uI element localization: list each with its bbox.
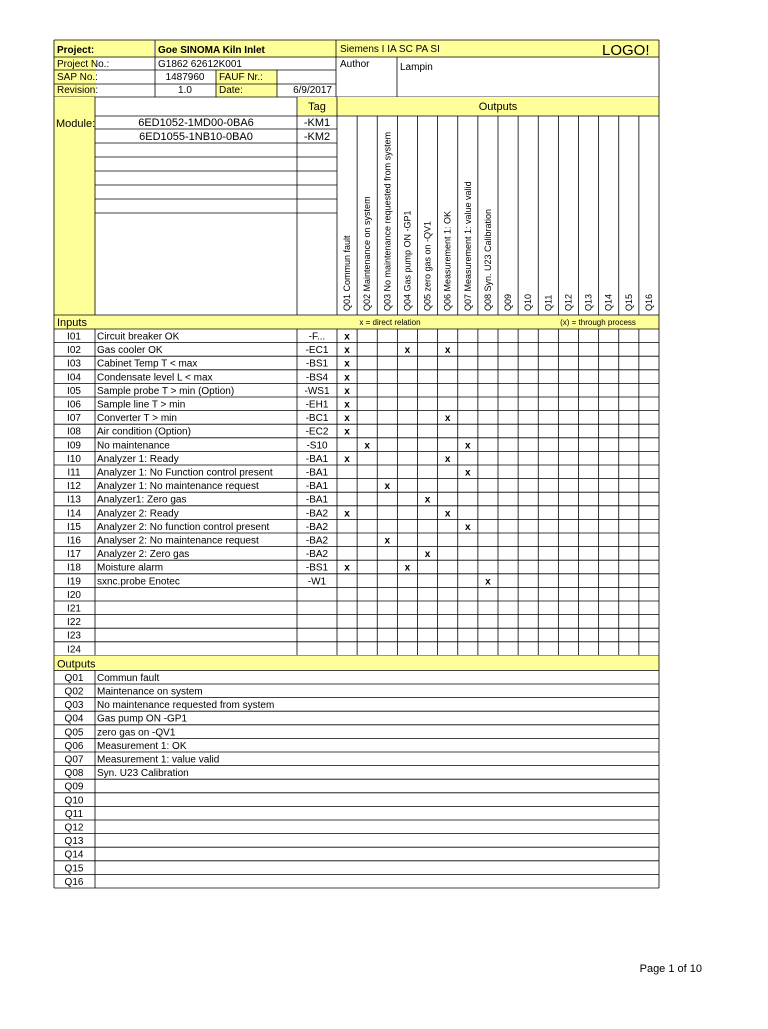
- input-id: I10: [67, 453, 81, 465]
- output-column-header: Q02 Maintenance on system: [362, 196, 373, 311]
- input-tag: -S10: [306, 440, 328, 452]
- legend-direct-relation: x = direct relation: [359, 318, 421, 327]
- relation-mark: x: [344, 562, 350, 574]
- module-label: Module:: [56, 118, 96, 130]
- input-description: Analyzer 1: No maintenance request: [97, 481, 259, 493]
- input-id: I08: [67, 426, 81, 438]
- input-description: sxnc.probe Enotec: [97, 576, 180, 588]
- sap-no-label: SAP No.:: [57, 72, 98, 83]
- revision-value: 1.0: [178, 85, 192, 96]
- output-column-header: Q07 Measurement 1: value valid: [462, 181, 473, 311]
- output-description: Measurement 1: OK: [97, 740, 187, 752]
- organization-name: Siemens I IA SC PA SI: [340, 44, 440, 55]
- input-description: No maintenance: [97, 440, 170, 452]
- output-id: Q15: [64, 863, 84, 875]
- input-tag: -BA2: [305, 535, 329, 547]
- author-name: Lampin: [400, 62, 433, 73]
- input-id: I03: [67, 358, 81, 370]
- input-id: I13: [67, 494, 81, 506]
- input-tag: -BC1: [305, 413, 329, 425]
- input-description: Cabinet Temp T < max: [97, 358, 198, 370]
- module-part-number: 6ED1055-1NB10-0BA0: [139, 131, 253, 143]
- output-id: Q04: [64, 713, 84, 725]
- output-id: Q12: [64, 822, 84, 834]
- output-id: Q02: [64, 686, 84, 698]
- module-part-number: 6ED1052-1MD00-0BA6: [138, 117, 254, 129]
- output-id: Q11: [64, 808, 84, 820]
- output-id: Q07: [64, 754, 84, 766]
- input-tag: -BA2: [305, 549, 329, 561]
- output-id: Q14: [64, 849, 84, 861]
- relation-mark: x: [384, 481, 391, 493]
- relation-mark: x: [404, 345, 411, 357]
- legend-through-process: (x) = through process: [560, 318, 636, 327]
- output-column-header: Q08 Syn. U23 Calibration: [482, 208, 493, 311]
- project-no-label: Project No.:: [57, 59, 110, 70]
- input-description: Sample line T > min: [97, 399, 186, 411]
- output-column-header: Q16: [643, 293, 654, 311]
- relation-mark: x: [444, 345, 451, 357]
- output-id: Q16: [64, 876, 84, 888]
- output-column-header: Q10: [523, 293, 534, 311]
- output-column-header: Q09: [503, 293, 514, 311]
- input-tag: -BA1: [305, 453, 329, 465]
- input-tag: -BA2: [305, 521, 329, 533]
- input-description: Analyzer 1: No Function control present: [97, 467, 273, 479]
- project-name: Goe SINOMA Kiln Inlet: [158, 45, 265, 56]
- input-description: Analyser 2: No maintenance request: [97, 535, 259, 547]
- output-id: Q01: [64, 672, 84, 684]
- input-tag: -EH1: [305, 399, 329, 411]
- relation-mark: x: [344, 358, 350, 370]
- input-tag: -BA1: [305, 467, 329, 479]
- revision-label: Revision:: [57, 85, 99, 96]
- input-id: I15: [67, 521, 81, 533]
- relation-mark: x: [485, 576, 491, 588]
- input-tag: -W1: [307, 576, 327, 588]
- inputs-section-title: Inputs: [57, 317, 87, 329]
- input-id: I11: [67, 467, 81, 479]
- logo: LOGO!: [602, 42, 650, 59]
- project-label: Project:: [57, 45, 95, 56]
- relation-mark: x: [444, 453, 451, 465]
- input-id: I18: [67, 562, 81, 574]
- input-description: Analyzer1: Zero gas: [97, 494, 187, 506]
- output-id: Q08: [64, 768, 84, 780]
- input-description: Condensate level L < max: [97, 372, 213, 384]
- relation-mark: x: [424, 549, 431, 561]
- input-description: Gas cooler OK: [97, 345, 163, 357]
- output-column-header: Q12: [563, 293, 574, 311]
- input-id: I12: [67, 481, 81, 493]
- relation-mark: x: [344, 372, 350, 384]
- output-description: No maintenance requested from system: [97, 700, 275, 712]
- input-id: I04: [67, 372, 81, 384]
- relation-mark: x: [344, 508, 350, 520]
- author-label: Author: [340, 59, 370, 70]
- input-id: I23: [67, 630, 81, 642]
- input-id: I17: [67, 549, 81, 561]
- input-description: Moisture alarm: [97, 562, 164, 574]
- input-description: Converter T > min: [97, 413, 177, 425]
- input-description: Air condition (Option): [97, 426, 191, 438]
- input-tag: -EC2: [305, 426, 329, 438]
- relation-mark: x: [465, 521, 471, 533]
- input-tag: -BS1: [305, 562, 329, 574]
- sap-no-value: 1487960: [165, 72, 205, 83]
- input-id: I01: [67, 331, 81, 343]
- output-id: Q05: [64, 727, 84, 739]
- output-id: Q09: [64, 781, 84, 793]
- relation-mark: x: [404, 562, 411, 574]
- relation-mark: x: [344, 345, 350, 357]
- output-column-header: Q03 No maintenance requested from system: [382, 131, 393, 311]
- module-tag: -KM1: [303, 117, 331, 129]
- output-column-header: Q15: [623, 293, 634, 311]
- output-description: Maintenance on system: [97, 686, 203, 698]
- input-description: Sample probe T > min (Option): [97, 385, 235, 397]
- relation-mark: x: [465, 440, 471, 452]
- output-column-header: Q01 Commun fault: [342, 235, 353, 311]
- output-id: Q03: [64, 700, 84, 712]
- relation-mark: x: [344, 331, 350, 343]
- project-no-value: G1862 62612K001: [158, 59, 242, 70]
- input-tag: -BA2: [305, 508, 329, 520]
- input-description: Analyzer 1: Ready: [97, 453, 179, 465]
- relation-mark: x: [384, 535, 391, 547]
- module-tag: -KM2: [303, 131, 331, 143]
- input-tag: -EC1: [305, 345, 329, 357]
- relation-mark: x: [424, 494, 431, 506]
- date-value: 6/9/2017: [293, 85, 332, 96]
- input-description: Circuit breaker OK: [97, 331, 180, 343]
- input-tag: -F...: [308, 331, 326, 343]
- output-description: Gas pump ON -GP1: [97, 713, 188, 725]
- output-column-header: Q14: [603, 293, 614, 311]
- input-id: I05: [67, 385, 81, 397]
- outputs-header: Outputs: [478, 101, 518, 113]
- input-id: I14: [67, 508, 81, 520]
- input-tag: -WS1: [304, 385, 330, 397]
- output-column-header: Q05 zero gas on -QV1: [422, 220, 433, 311]
- output-description: zero gas on -QV1: [97, 727, 176, 739]
- page-number: Page 1 of 10: [639, 963, 702, 975]
- input-id: I07: [67, 413, 81, 425]
- input-id: I20: [67, 589, 81, 601]
- relation-mark: x: [344, 453, 350, 465]
- input-id: I24: [67, 644, 81, 656]
- input-description: Analyzer 2: No function control present: [97, 521, 270, 533]
- relation-mark: x: [444, 413, 451, 425]
- output-column-header: Q11: [543, 294, 554, 311]
- input-id: I22: [67, 617, 81, 629]
- output-id: Q06: [64, 740, 84, 752]
- output-id: Q10: [64, 795, 84, 807]
- date-label: Date:: [219, 85, 243, 96]
- relation-mark: x: [344, 399, 350, 411]
- outputs-title-bar: [54, 655, 659, 670]
- input-tag: -BA1: [305, 481, 329, 493]
- input-id: I16: [67, 535, 81, 547]
- input-id: I06: [67, 399, 81, 411]
- input-id: I19: [67, 576, 81, 588]
- relation-mark: x: [344, 385, 350, 397]
- input-id: I02: [67, 345, 81, 357]
- outputs-section-title: Outputs: [57, 658, 96, 671]
- input-description: Analyzer 2: Zero gas: [97, 549, 190, 561]
- relation-mark: x: [364, 440, 370, 452]
- relation-mark: x: [465, 467, 471, 479]
- input-description: Analyzer 2: Ready: [97, 508, 179, 520]
- output-description: Syn. U23 Calibration: [97, 768, 189, 780]
- input-id: I21: [67, 603, 81, 615]
- relation-mark: x: [344, 426, 350, 438]
- relation-mark: x: [444, 508, 451, 520]
- input-id: I09: [67, 440, 81, 452]
- output-column-header: Q13: [583, 293, 594, 311]
- relation-mark: x: [344, 413, 350, 425]
- input-tag: -BA1: [305, 494, 329, 506]
- output-column-header: Q04 Gas pump ON -GP1: [402, 210, 413, 311]
- tag-header: Tag: [308, 101, 326, 113]
- output-description: Commun fault: [97, 672, 160, 684]
- output-id: Q13: [64, 836, 84, 848]
- output-column-header: Q06 Measurement 1: OK: [442, 210, 453, 311]
- output-description: Measurement 1: value valid: [97, 754, 220, 766]
- input-tag: -BS1: [305, 358, 329, 370]
- input-tag: -BS4: [305, 372, 329, 384]
- fauf-label: FAUF Nr.:: [219, 72, 263, 83]
